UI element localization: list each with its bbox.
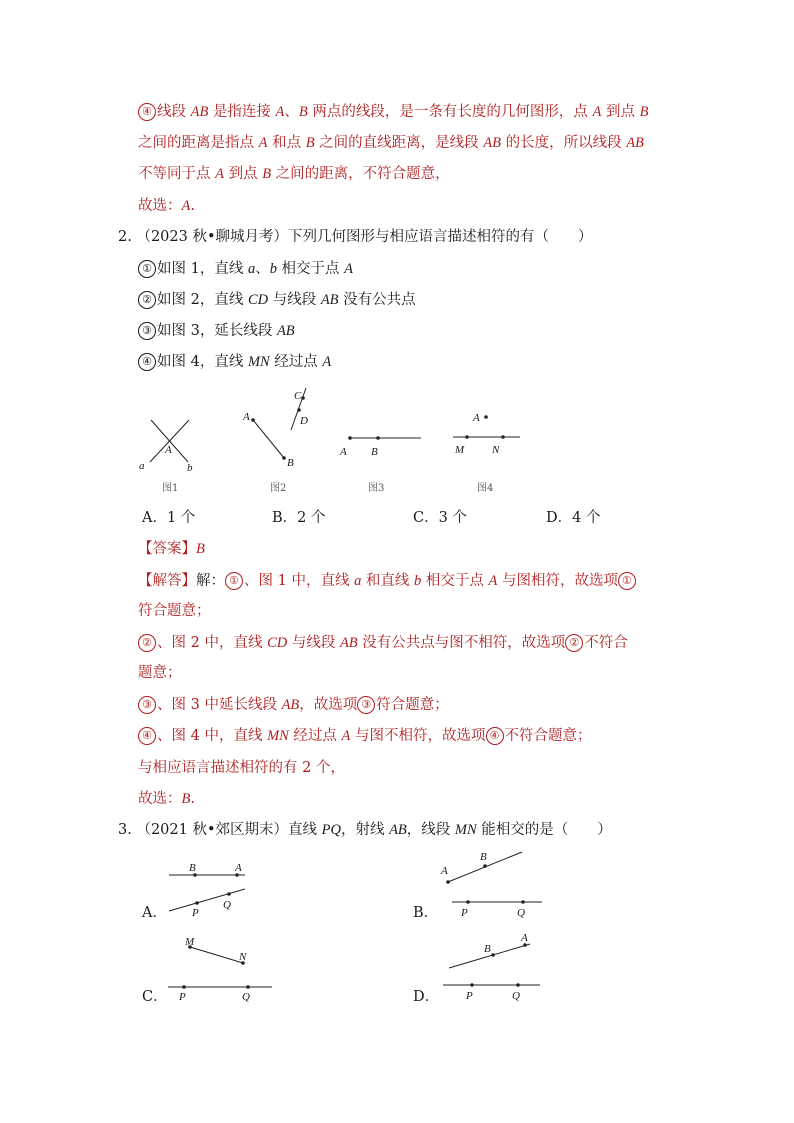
q1-explanation-line-2: 之间的距离是指点 A 和点 B 之间的直线距离，是线段 AB 的长度，所以线段 AB	[138, 135, 644, 151]
fig2-label-B: B	[287, 457, 294, 469]
q2-analysis-line-7: 与相应语言描述相符的有 2 个，	[138, 760, 345, 776]
fig3-label-A: A	[340, 446, 347, 458]
figure-1	[139, 420, 193, 494]
q2-stem: 2. （2023 秋•聊城月考）下列几何图形与相应语言描述相符的有（ ）	[118, 229, 593, 245]
q3a-label-B: B	[189, 862, 196, 874]
q3-figure-B	[440, 851, 542, 919]
fig1-label-b: b	[187, 462, 193, 474]
figure-3	[339, 436, 421, 494]
fig2-label-D: D	[300, 415, 308, 427]
q3c-label-Q: Q	[242, 991, 250, 1003]
q3d-label-P: P	[466, 990, 473, 1002]
q3-figure-D	[443, 932, 540, 1002]
fig4-caption: 图4	[477, 483, 494, 494]
q3-option-B[interactable]: B．	[413, 905, 439, 921]
q3c-label-N: N	[239, 951, 247, 963]
q2-option-C[interactable]: C．3 个	[413, 510, 467, 526]
q3b-label-P: P	[461, 907, 468, 919]
q2-option-A[interactable]: A．1 个	[142, 510, 196, 526]
q2-option-B[interactable]: B．2 个	[272, 510, 326, 526]
q3b-label-A: A	[441, 865, 448, 877]
q3-option-C[interactable]: C．	[142, 989, 168, 1005]
q2-item-4: ④ 如图 4，直线 MN 经过点 A	[138, 352, 331, 372]
q3c-label-P: P	[179, 991, 186, 1003]
fig2-label-A: A	[243, 411, 250, 423]
fig1-label-A: A	[165, 444, 172, 456]
q2-item-2: ② 如图 2，直线 CD 与线段 AB 没有公共点	[138, 290, 416, 310]
q3a-label-Q: Q	[223, 899, 231, 911]
fig4-label-M: M	[455, 444, 465, 456]
q2-item-1: ① 如图 1，直线 a、b 相交于点 A	[138, 259, 353, 279]
q2-option-D[interactable]: D．4 个	[546, 510, 601, 526]
q3-option-A[interactable]: A．	[142, 905, 167, 921]
q3c-label-M: M	[185, 936, 195, 948]
fig4-label-N: N	[492, 444, 500, 456]
q2-analysis-line-5: ③ 、图 3 中延长线段 AB，故选项 ③ 符合题意；	[138, 695, 449, 715]
fig3-caption: 图3	[368, 483, 385, 494]
fig1-caption: 图1	[162, 483, 179, 494]
q3-option-D[interactable]: D．	[413, 989, 440, 1005]
q2-analysis-line-6: ④ 、图 4 中，直线 MN 经过点 A 与图不相符，故选项 ④ 不符合题意；	[138, 726, 592, 746]
q1-answer: 故选：A.	[138, 198, 195, 214]
q3d-label-Q: Q	[512, 990, 520, 1002]
q3a-label-P: P	[192, 907, 199, 919]
q3d-label-B: B	[484, 943, 491, 955]
fig2-label-C: C	[294, 390, 302, 402]
q3-figure-A	[169, 862, 245, 919]
fig4-label-A: A	[473, 412, 480, 424]
q3b-label-B: B	[480, 851, 487, 863]
q3b-label-Q: Q	[517, 907, 525, 919]
q2-item-3: ③ 如图 3，延长线段 AB	[138, 321, 295, 341]
figure-2	[242, 388, 308, 494]
fig1-label-a: a	[139, 460, 145, 472]
q2-analysis-line-3: ② 、图 2 中，直线 CD 与线段 AB 没有公共点与图不相符，故选项 ② 不符合	[138, 633, 628, 653]
q2-analysis-line-1: 【解答】解： ① 、图 1 中，直线 a 和直线 b 相交于点 A 与图相符，故选项 ①	[138, 571, 637, 591]
q2-analysis-line-4: 题意；	[138, 665, 182, 681]
figure-4	[453, 412, 520, 494]
q3a-label-A: A	[235, 862, 242, 874]
q1-explanation-line-1: ④ 线段 AB 是指连接 A、B 两点的线段，是一条有长度的几何图形，点 A 到点 B	[138, 102, 648, 122]
q3d-label-A: A	[521, 932, 528, 944]
q3-stem: 3. （2021 秋•郊区期末）直线 PQ，射线 AB，线段 MN 能相交的是（ ）	[118, 822, 612, 838]
q2-analysis-line-2: 符合题意；	[138, 603, 211, 619]
q1-explanation-line-3: 不等同于点 A 到点 B 之间的距离，不符合题意，	[138, 166, 450, 182]
q2-analysis-line-8: 故选：B.	[138, 791, 195, 807]
fig2-caption: 图2	[270, 483, 287, 494]
fig3-label-B: B	[371, 446, 378, 458]
q3-figure-C	[168, 936, 272, 1003]
q2-answer: 【答案】B	[138, 541, 205, 557]
